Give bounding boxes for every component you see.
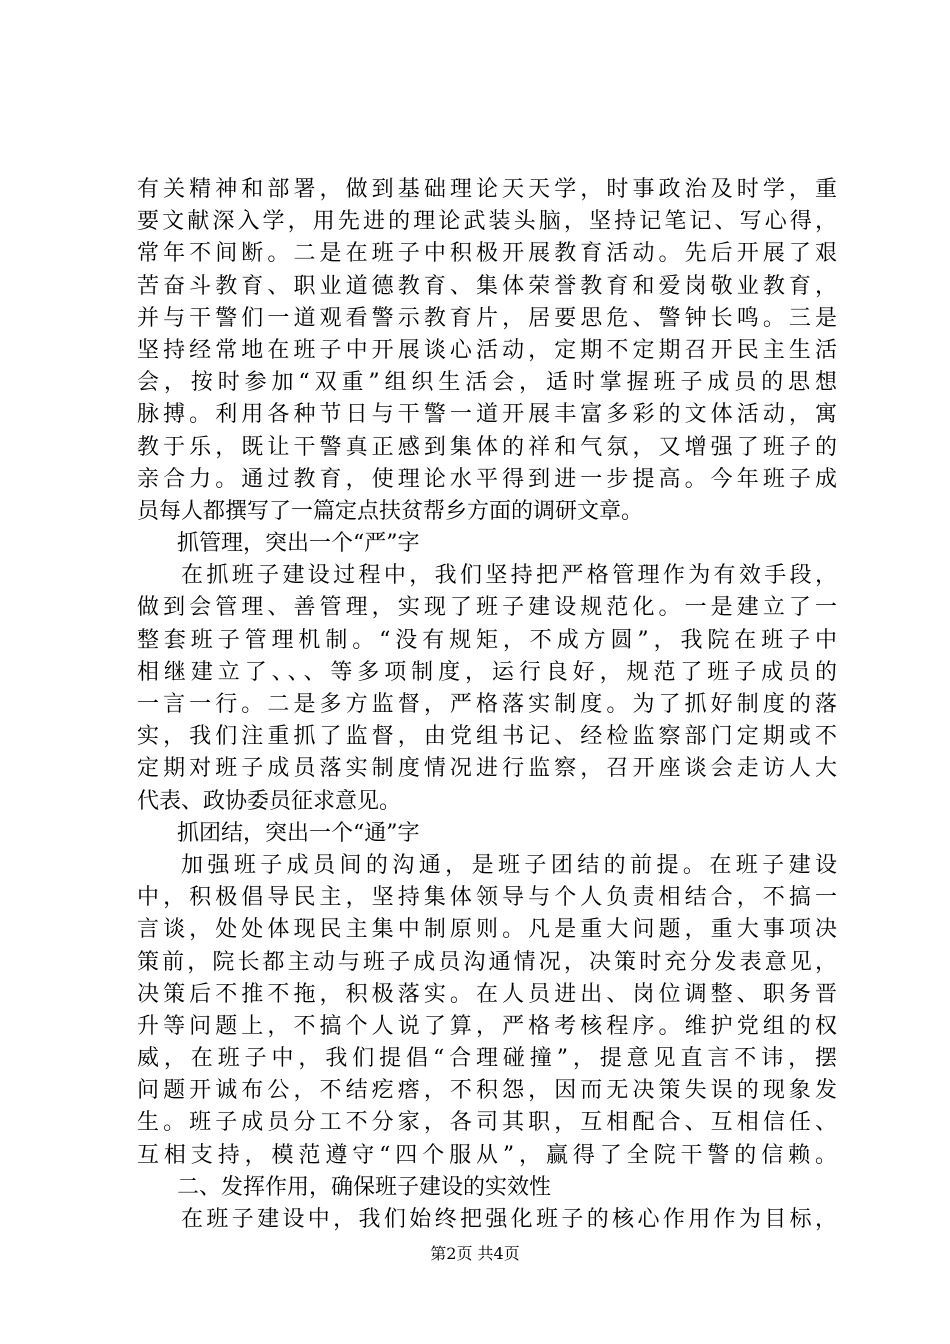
- text-line: 威，在班子中，我们提倡“合理碰撞”，提意见直言不讳，摆: [137, 1046, 837, 1072]
- text-line: 要文献深入学，用先进的理论武装头脑，坚持记笔记、写心得，: [137, 209, 837, 235]
- text-line: 有关精神和部署，做到基础理论天天学，时事政治及时学，重: [137, 177, 837, 202]
- text-line: 加强班子成员间的沟通，是班子团结的前提。在班子建设: [181, 852, 837, 878]
- text-line: 生。班子成员分工不分家，各司其职，互相配合、互相信任、: [137, 1110, 837, 1136]
- text-line: 互相支持，模范遵守“四个服从”，赢得了全院干警的信赖。: [137, 1142, 837, 1168]
- text-line: 苦奋斗教育、职业道德教育、集体荣誉教育和爱岗敬业教育，: [137, 273, 837, 299]
- text-line: 会，按时参加“双重”组织生活会，适时掌握班子成员的思想: [137, 370, 837, 396]
- text-line: 问题开诚布公，不结疙瘩，不积怨，因而无决策失误的现象发: [137, 1078, 837, 1104]
- text-line: 员每人都撰写了一篇定点扶贫帮乡方面的调研文章。: [137, 498, 644, 524]
- document-body: [137, 174, 837, 1236]
- text-line: 抓管理，突出一个“严”字: [177, 531, 420, 557]
- text-line: 亲合力。通过教育，使理论水平得到进一步提高。今年班子成: [137, 466, 837, 492]
- text-line: 相继建立了、、、等多项制度，运行良好，规范了班子成员的: [137, 659, 837, 685]
- text-line: 策前，院长都主动与班子成员沟通情况，决策时充分发表意见，: [137, 949, 837, 975]
- text-line: 升等问题上，不搞个人说了算，严格考核程序。维护党组的权: [137, 1013, 837, 1039]
- text-line: 定期对班子成员落实制度情况进行监察，召开座谈会走访人大: [137, 756, 837, 782]
- text-line: 决策后不推不拖，积极落实。在人员进出、岗位调整、职务晋: [137, 981, 837, 1007]
- text-line: 在班子建设中，我们始终把强化班子的核心作用作为目标，: [181, 1207, 837, 1232]
- text-line: 常年不间断。二是在班子中积极开展教育活动。先后开展了艰: [137, 241, 837, 267]
- text-line: 脉搏。利用各种节日与干警一道开展丰富多彩的文体活动，寓: [137, 402, 837, 428]
- text-line: 并与干警们一道观看警示教育片，居要思危、警钟长鸣。三是: [137, 305, 837, 331]
- text-line: 抓团结，突出一个“通”字: [177, 820, 420, 846]
- page-footer: 第2页 共4页: [430, 1244, 520, 1263]
- text-line: 代表、政协委员征求意见。: [137, 788, 402, 814]
- text-line: 二、发挥作用，确保班子建设的实效性: [177, 1174, 552, 1200]
- text-line: 教于乐，既让干警真正感到集体的祥和气氛，又增强了班子的: [137, 434, 837, 460]
- text-line: 坚持经常地在班子中开展谈心活动，定期不定期召开民主生活: [137, 337, 837, 363]
- text-line: 整套班子管理机制。“没有规矩，不成方圆”，我院在班子中: [137, 627, 837, 653]
- text-line: 在抓班子建设过程中，我们坚持把严格管理作为有效手段，: [181, 563, 837, 589]
- text-line: 言谈，处处体现民主集中制原则。凡是重大问题，重大事项决: [137, 917, 837, 943]
- text-line: 实，我们注重抓了监督，由党组书记、经检监察部门定期或不: [137, 724, 837, 750]
- text-line: 中，积极倡导民主，坚持集体领导与个人负责相结合，不搞一: [137, 885, 837, 911]
- text-line: 一言一行。二是多方监督，严格落实制度。为了抓好制度的落: [137, 692, 837, 717]
- text-line: 做到会管理、善管理，实现了班子建设规范化。一是建立了一: [137, 595, 837, 621]
